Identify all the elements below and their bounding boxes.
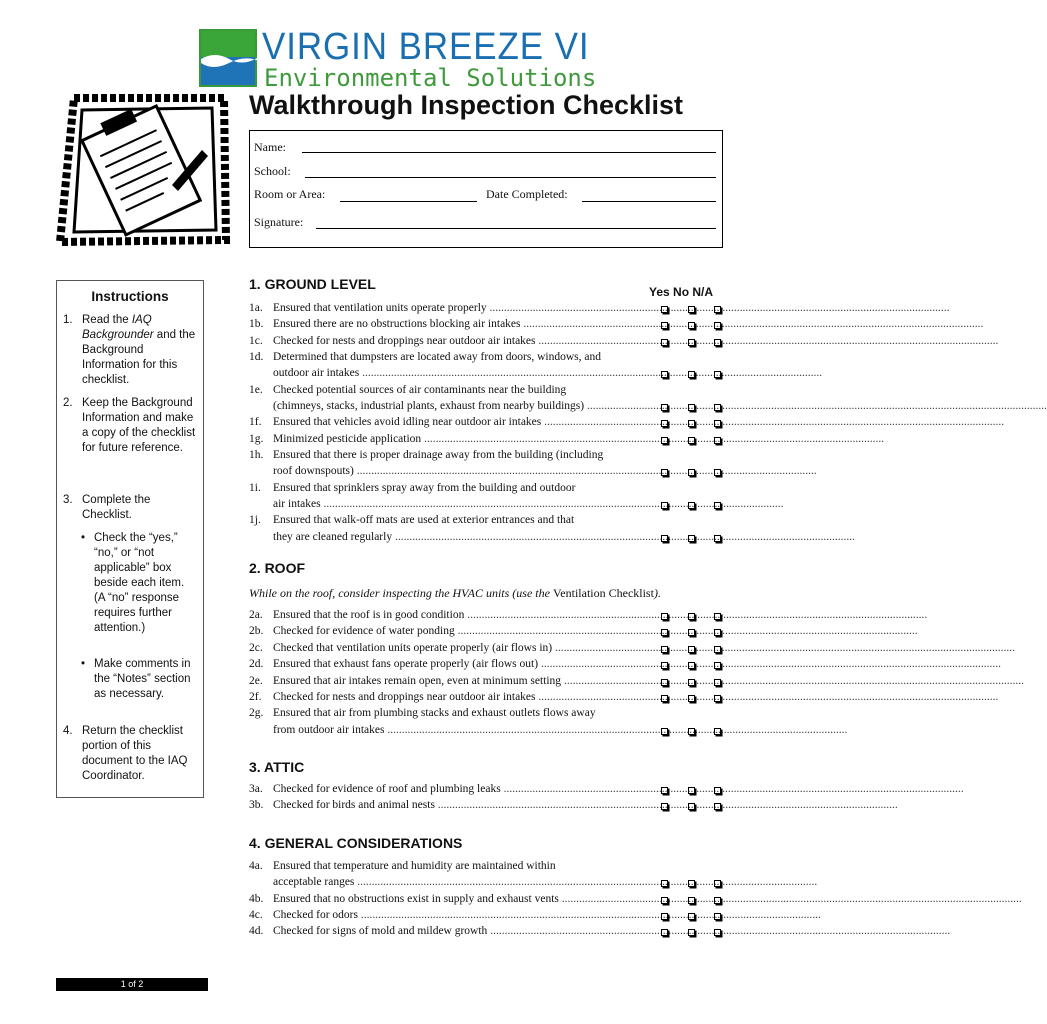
na-checkbox[interactable] — [714, 469, 721, 476]
item-text: Ensured there are no obstructions blocking air intakes ................................................................................................................................................................ — [273, 318, 984, 331]
no-checkbox[interactable] — [688, 913, 695, 920]
item-code: 2f. — [249, 691, 262, 703]
item-code: 3b. — [249, 799, 264, 812]
na-checkbox[interactable] — [714, 880, 721, 887]
no-checkbox[interactable] — [688, 437, 695, 444]
section-heading: 1. GROUND LEVEL — [249, 276, 376, 292]
yes-checkbox[interactable] — [661, 646, 668, 653]
item-text: Ensured that sprinklers spray away from the building and outdoor — [273, 481, 576, 494]
yes-checkbox[interactable] — [661, 803, 668, 810]
document-title: Walkthrough Inspection Checklist — [249, 90, 684, 120]
yes-checkbox[interactable] — [661, 897, 668, 904]
bullet-icon: • — [81, 532, 86, 544]
item-text: acceptable ranges ................................................................................................................................................................ — [273, 876, 818, 889]
na-checkbox[interactable] — [714, 695, 721, 702]
na-checkbox[interactable] — [714, 535, 721, 542]
item-code: 1g. — [249, 432, 264, 445]
yes-checkbox[interactable] — [661, 306, 668, 313]
no-checkbox[interactable] — [688, 646, 695, 653]
na-checkbox[interactable] — [714, 613, 721, 620]
item-code: 3a. — [249, 783, 263, 795]
yes-checkbox[interactable] — [661, 420, 668, 427]
room-field[interactable] — [340, 201, 477, 202]
no-checkbox[interactable] — [688, 880, 695, 887]
brand-name: VIRGIN BREEZE VI — [262, 26, 590, 68]
instructions-panel: Instructions 1. Read the IAQ Backgrounder and the Background Information for this checklist. 2. Keep the Background Information and make a copy of the checklist for future reference. 3. Complete the Checklist. • Check the “yes,” “no,” or “not applicable” box beside each item. (A “no” response requires further attention.) • Make comments in the “Notes” section as necessary. 4. Return the checklist portion of this document to the IAQ Coordinator. — [56, 280, 204, 798]
yes-checkbox[interactable] — [661, 787, 668, 794]
bullet-icon: • — [81, 658, 86, 670]
item-code: 1j. — [249, 514, 261, 527]
no-checkbox[interactable] — [688, 613, 695, 620]
item-code: 1e. — [249, 383, 263, 396]
na-checkbox[interactable] — [714, 371, 721, 378]
yes-checkbox[interactable] — [661, 662, 668, 669]
item-code: 1f. — [249, 416, 262, 429]
item-text: Ensured that temperature and humidity are maintained within — [273, 860, 556, 872]
na-checkbox[interactable] — [714, 679, 721, 686]
yes-checkbox[interactable] — [661, 437, 668, 444]
no-checkbox[interactable] — [688, 629, 695, 636]
item-code: 1c. — [249, 334, 263, 347]
no-checkbox[interactable] — [688, 535, 695, 542]
yes-checkbox[interactable] — [661, 502, 668, 509]
na-checkbox[interactable] — [714, 339, 721, 346]
form-box — [249, 130, 723, 248]
na-checkbox[interactable] — [714, 420, 721, 427]
item-text: Checked for odors ................................................................................................................................................................ — [273, 909, 821, 921]
item-code: 4c. — [249, 909, 263, 921]
item-code: 2d. — [249, 658, 264, 671]
item-text: Checked for nests and droppings near outdoor air intakes ................................................................................................................................................................ — [273, 691, 999, 703]
item-text: Checked that ventilation units operate properly (air flows in) ................................................................................................................................................................ — [273, 641, 1015, 654]
yes-checkbox[interactable] — [661, 371, 668, 378]
item-code: 1i. — [249, 481, 261, 494]
item-text: Ensured that vehicles avoid idling near outdoor air intakes ................................................................................................................................................................ — [273, 416, 1005, 429]
item-text: Minimized pesticide application ................................................................................................................................................................ — [273, 432, 885, 445]
no-checkbox[interactable] — [688, 371, 695, 378]
yes-checkbox[interactable] — [661, 679, 668, 686]
no-checkbox[interactable] — [688, 803, 695, 810]
item-text: Checked potential sources of air contaminants near the building — [273, 383, 567, 396]
name-field[interactable] — [302, 152, 716, 153]
item-text: Ensured that ventilation units operate properly ................................................................................................................................................................ — [273, 302, 950, 314]
na-checkbox[interactable] — [714, 646, 721, 653]
signature-label: Signature: — [254, 215, 304, 229]
item-text: Ensured that air from plumbing stacks and exhaust outlets flows away — [273, 707, 596, 720]
item-text: outdoor air intakes ................................................................................................................................................................ — [273, 367, 823, 380]
na-checkbox[interactable] — [714, 728, 721, 735]
na-checkbox[interactable] — [714, 787, 721, 794]
item-text: roof downspouts) ................................................................................................................................................................ — [273, 465, 817, 478]
section-heading: 3. ATTIC — [249, 759, 305, 775]
section-note: While on the roof, consider inspecting the HVAC units (use the Ventilation Checklist). — [249, 586, 661, 600]
item-code: 4d. — [249, 925, 264, 938]
date-field[interactable] — [582, 201, 716, 202]
item-text: Ensured that the roof is in good condition ................................................................................................................................................................ — [273, 609, 928, 621]
item-text: they are cleaned regularly ................................................................................................................................................................ — [273, 530, 855, 543]
yes-checkbox[interactable] — [661, 613, 668, 620]
brand-subtitle: Environmental Solutions — [264, 64, 597, 92]
yes-checkbox[interactable] — [661, 880, 668, 887]
item-text: Ensured that no obstructions exist in supply and exhaust vents ................................................................................................................................................................ — [273, 892, 1022, 905]
item-text: Ensured that walk-off mats are used at exterior entrances and that — [273, 514, 575, 527]
yes-checkbox[interactable] — [661, 322, 668, 329]
date-label: Date Completed: — [486, 187, 568, 201]
item-code: 2a. — [249, 609, 263, 621]
instructions-title: Instructions — [91, 289, 169, 304]
item-code: 2g. — [249, 707, 264, 720]
no-checkbox[interactable] — [688, 897, 695, 904]
na-checkbox[interactable] — [714, 502, 721, 509]
no-checkbox[interactable] — [688, 469, 695, 476]
na-checkbox[interactable] — [714, 803, 721, 810]
wave-icon — [201, 31, 259, 89]
no-checkbox[interactable] — [688, 695, 695, 702]
item-code: 4b. — [249, 892, 264, 905]
item-code: 1a. — [249, 302, 263, 314]
na-checkbox[interactable] — [714, 662, 721, 669]
item-text: Determined that dumpsters are located away from doors, windows, and — [273, 351, 601, 364]
no-checkbox[interactable] — [688, 502, 695, 509]
na-checkbox[interactable] — [714, 437, 721, 444]
yes-checkbox[interactable] — [661, 469, 668, 476]
item-text: Checked for birds and animal nests ................................................................................................................................................................ — [273, 799, 898, 812]
no-checkbox[interactable] — [688, 306, 695, 313]
yes-checkbox[interactable] — [661, 535, 668, 542]
yes-checkbox[interactable] — [661, 929, 668, 936]
no-checkbox[interactable] — [688, 404, 695, 411]
section-heading: 4. GENERAL CONSIDERATIONS — [249, 835, 463, 851]
item-text: Ensured that exhaust fans operate properly (air flows out) ................................................................................................................................................................ — [273, 658, 1001, 671]
item-text: Checked for evidence of water ponding ................................................................................................................................................................ — [273, 625, 918, 638]
item-text: Checked for evidence of roof and plumbing leaks ................................................................................................................................................................ — [273, 783, 964, 795]
no-checkbox[interactable] — [688, 929, 695, 936]
no-checkbox[interactable] — [688, 787, 695, 794]
na-checkbox[interactable] — [714, 929, 721, 936]
yes-checkbox[interactable] — [661, 695, 668, 702]
na-checkbox[interactable] — [714, 404, 721, 411]
school-field[interactable] — [305, 177, 716, 178]
no-checkbox[interactable] — [688, 662, 695, 669]
no-checkbox[interactable] — [688, 420, 695, 427]
item-code: 1d. — [249, 351, 264, 364]
na-checkbox[interactable] — [714, 913, 721, 920]
page-footer — [56, 978, 208, 991]
logo-mark — [199, 29, 257, 87]
item-code: 2e. — [249, 674, 263, 687]
yes-checkbox[interactable] — [661, 913, 668, 920]
item-code: 4a. — [249, 860, 263, 872]
na-checkbox[interactable] — [714, 897, 721, 904]
yes-checkbox[interactable] — [661, 404, 668, 411]
item-code: 2b. — [249, 625, 264, 638]
item-text: (chimneys, stacks, industrial plants, exhaust from nearby buildings) ................................................................................................................................................................ — [273, 400, 1047, 412]
clipboard-illustration — [52, 90, 232, 250]
item-text: Ensured that there is proper drainage away from the building (including — [273, 449, 604, 462]
name-label: Name: — [254, 140, 286, 154]
no-checkbox[interactable] — [688, 339, 695, 346]
signature-field[interactable] — [316, 228, 716, 229]
item-text: Ensured that air intakes remain open, even at minimum setting ................................................................................................................................................................ — [273, 674, 1024, 687]
school-label: School: — [254, 164, 291, 178]
item-code: 1h. — [249, 449, 264, 462]
no-checkbox[interactable] — [688, 322, 695, 329]
na-checkbox[interactable] — [714, 306, 721, 313]
na-checkbox[interactable] — [714, 629, 721, 636]
section-heading: 2. ROOF — [249, 560, 306, 576]
item-text: air intakes ................................................................................................................................................................ — [273, 498, 784, 510]
item-text: Checked for signs of mold and mildew growth ................................................................................................................................................................ — [273, 925, 951, 938]
item-code: 1b. — [249, 318, 264, 331]
column-headers: Yes No N/A — [649, 285, 714, 299]
no-checkbox[interactable] — [688, 679, 695, 686]
item-text: Checked for nests and droppings near outdoor air intakes ................................................................................................................................................................ — [273, 334, 999, 347]
room-label: Room or Area: — [254, 187, 326, 201]
yes-checkbox[interactable] — [661, 629, 668, 636]
na-checkbox[interactable] — [714, 322, 721, 329]
item-text: from outdoor air intakes ................................................................................................................................................................ — [273, 723, 848, 736]
item-code: 2c. — [249, 641, 263, 654]
page-number: 1 of 2 — [120, 979, 144, 989]
yes-checkbox[interactable] — [661, 728, 668, 735]
no-checkbox[interactable] — [688, 728, 695, 735]
yes-checkbox[interactable] — [661, 339, 668, 346]
